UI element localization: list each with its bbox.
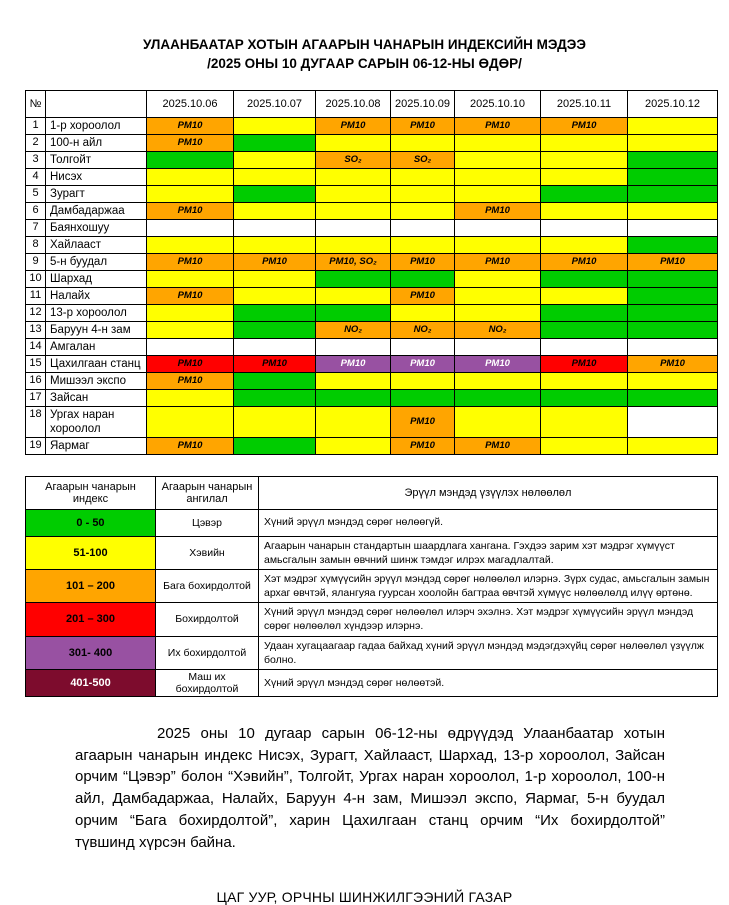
aqi-cell <box>628 202 718 219</box>
aqi-cell: PM10 <box>541 117 628 134</box>
aqi-cell <box>541 287 628 304</box>
aqi-cell: PM10 <box>455 117 541 134</box>
aqi-cell: PM10 <box>147 134 234 151</box>
district-name: Хайлааст <box>46 236 147 253</box>
aqi-cell <box>541 304 628 321</box>
aqi-cell: PM10 <box>147 355 234 372</box>
district-name: Шархад <box>46 270 147 287</box>
district-row <box>26 168 718 185</box>
aqi-cell <box>147 168 234 185</box>
aqi-cell: SO₂ <box>391 151 455 168</box>
aqi-cell <box>316 185 391 202</box>
aqi-cell <box>234 168 316 185</box>
aqi-cell <box>234 287 316 304</box>
summary-paragraph: 2025 оны 10 дугаар сарын 06-12-ны өдрүүдэд Улаанбаатар хотын агаарын чанарын индекс Нисэх, Зурагт, Хайлааст, Шархад, 13-р хороолол, Зайсан орчим “Цэвэр” болон “Хэвийн”, Толгойт, Ургах наран хороолол, 1-р хороолол, 100-н айл, Дамбадаржаа, Налайх, Баруун 4-н зам, Мишээл экспо, Яармаг, 5-н буудал орчим “Бага бохирдолтой”, харин Цахилгаан станц орчим “Их бохирдолтой” түвшинд хүрсэн байна. <box>75 724 665 851</box>
aqi-cell <box>147 304 234 321</box>
aqi-cell <box>455 134 541 151</box>
aqi-category: Маш их бохирдолтой <box>156 669 259 696</box>
row-number: 19 <box>26 437 46 454</box>
district-name: Налайх <box>46 287 147 304</box>
aqi-table <box>25 90 718 455</box>
aqi-range: 0 - 50 <box>26 509 156 536</box>
aqi-cell <box>234 437 316 454</box>
date-header: 2025.10.11 <box>541 90 628 117</box>
report-title <box>0 36 729 74</box>
district-row <box>26 185 718 202</box>
aqi-cell <box>316 304 391 321</box>
report-page <box>0 36 729 905</box>
aqi-cell <box>541 168 628 185</box>
aqi-cell <box>541 338 628 355</box>
aqi-cell <box>391 134 455 151</box>
district-name: Мишээл экспо <box>46 372 147 389</box>
district-row <box>26 389 718 406</box>
aqi-cell <box>234 185 316 202</box>
aqi-cell <box>147 406 234 437</box>
aqi-cell <box>541 406 628 437</box>
aqi-cell <box>455 372 541 389</box>
row-number: 3 <box>26 151 46 168</box>
aqi-cell <box>628 151 718 168</box>
aqi-cell: PM10 <box>147 287 234 304</box>
aqi-category: Бага бохирдолтой <box>156 569 259 602</box>
date-header: 2025.10.09 <box>391 90 455 117</box>
aqi-cell: PM10 <box>316 355 391 372</box>
row-number: 15 <box>26 355 46 372</box>
aqi-cell: PM10 <box>541 253 628 270</box>
aqi-cell <box>628 168 718 185</box>
aqi-cell <box>628 185 718 202</box>
aqi-cell: PM10 <box>391 253 455 270</box>
legend-header-row <box>26 476 718 509</box>
report-title-line1: УЛААНБААТАР ХОТЫН АГААРЫН ЧАНАРЫН ИНДЕКСИЙН МЭДЭЭ <box>143 37 586 52</box>
district-name: Цахилгаан станц <box>46 355 147 372</box>
health-effect: Хүний эрүүл мэндэд сөрөг нөлөөтэй. <box>259 669 718 696</box>
aqi-cell <box>541 202 628 219</box>
aqi-cell <box>316 372 391 389</box>
aqi-cell <box>234 236 316 253</box>
row-number: 2 <box>26 134 46 151</box>
aqi-cell <box>455 304 541 321</box>
aqi-cell: PM10 <box>541 355 628 372</box>
row-number: 13 <box>26 321 46 338</box>
district-row <box>26 134 718 151</box>
district-name: Зурагт <box>46 185 147 202</box>
aqi-cell <box>541 185 628 202</box>
aqi-cell: SO₂ <box>316 151 391 168</box>
legend-column-header: Эрүүл мэндэд үзүүлэх нөлөөлөл <box>259 476 718 509</box>
district-name: Ургах наран хороолол <box>46 406 147 437</box>
aqi-cell <box>541 134 628 151</box>
aqi-cell: PM10 <box>455 202 541 219</box>
aqi-cell <box>316 406 391 437</box>
aqi-cell <box>147 236 234 253</box>
aqi-cell <box>455 168 541 185</box>
aqi-cell <box>316 437 391 454</box>
date-header: 2025.10.06 <box>147 90 234 117</box>
aqi-cell: PM10 <box>147 372 234 389</box>
aqi-cell <box>316 389 391 406</box>
aqi-cell: PM10 <box>147 117 234 134</box>
row-number: 17 <box>26 389 46 406</box>
legend-row <box>26 509 718 536</box>
row-number: 18 <box>26 406 46 437</box>
district-name: Толгойт <box>46 151 147 168</box>
aqi-cell <box>628 304 718 321</box>
aqi-cell <box>628 219 718 236</box>
district-row <box>26 202 718 219</box>
aqi-category: Бохирдолтой <box>156 603 259 636</box>
health-effect: Агаарын чанарын стандартын шаардлага хангана. Гэхдээ зарим хэт мэдрэг хүмүүст амьсгалын замын өвчний шинж тэмдэг илрэх магадлалтай. <box>259 536 718 569</box>
aqi-cell <box>541 236 628 253</box>
column-header-number: № <box>26 90 46 117</box>
aqi-category: Хэвийн <box>156 536 259 569</box>
aqi-range: 401-500 <box>26 669 156 696</box>
district-name: Нисэх <box>46 168 147 185</box>
legend-row <box>26 603 718 636</box>
aqi-cell <box>628 321 718 338</box>
aqi-cell: PM10 <box>147 202 234 219</box>
aqi-range: 51-100 <box>26 536 156 569</box>
date-header: 2025.10.10 <box>455 90 541 117</box>
aqi-cell: PM10 <box>628 253 718 270</box>
aqi-cell <box>455 185 541 202</box>
district-row <box>26 355 718 372</box>
aqi-cell: PM10 <box>391 406 455 437</box>
aqi-cell <box>147 321 234 338</box>
aqi-cell <box>147 185 234 202</box>
aqi-cell: PM10 <box>391 117 455 134</box>
date-header: 2025.10.12 <box>628 90 718 117</box>
aqi-cell: PM10 <box>391 355 455 372</box>
aqi-range: 301- 400 <box>26 636 156 669</box>
district-name: 13-р хороолол <box>46 304 147 321</box>
legend-row <box>26 669 718 696</box>
row-number: 11 <box>26 287 46 304</box>
district-name: Баянхошуу <box>46 219 147 236</box>
row-number: 16 <box>26 372 46 389</box>
health-effect: Хүний эрүүл мэндэд сөрөг нөлөөлөл илэрч эхэлнэ. Хэт мэдрэг хүмүүсийн эрүүл мэндэд сөрөг нөлөөлөл хүндээр илэрнэ. <box>259 603 718 636</box>
legend-row <box>26 536 718 569</box>
aqi-cell <box>628 389 718 406</box>
aqi-cell <box>234 151 316 168</box>
aqi-category: Цэвэр <box>156 509 259 536</box>
aqi-cell <box>391 219 455 236</box>
aqi-cell: PM10 <box>147 437 234 454</box>
row-number: 12 <box>26 304 46 321</box>
aqi-cell <box>147 389 234 406</box>
aqi-cell: PM10 <box>391 287 455 304</box>
row-number: 4 <box>26 168 46 185</box>
aqi-cell: NO₂ <box>391 321 455 338</box>
aqi-cell <box>234 270 316 287</box>
aqi-cell <box>391 185 455 202</box>
aqi-cell <box>316 338 391 355</box>
date-header: 2025.10.08 <box>316 90 391 117</box>
aqi-range: 201 – 300 <box>26 603 156 636</box>
aqi-cell <box>541 219 628 236</box>
aqi-cell <box>234 372 316 389</box>
aqi-cell <box>455 389 541 406</box>
district-row <box>26 304 718 321</box>
aqi-cell: PM10 <box>628 355 718 372</box>
aqi-cell <box>234 304 316 321</box>
row-number: 7 <box>26 219 46 236</box>
row-number: 8 <box>26 236 46 253</box>
legend-row <box>26 569 718 602</box>
district-name: Яармаг <box>46 437 147 454</box>
aqi-cell <box>316 168 391 185</box>
aqi-cell <box>628 236 718 253</box>
aqi-cell <box>391 270 455 287</box>
aqi-cell: NO₂ <box>316 321 391 338</box>
aqi-header-row <box>26 90 718 117</box>
aqi-cell <box>234 219 316 236</box>
date-header: 2025.10.07 <box>234 90 316 117</box>
aqi-cell <box>541 321 628 338</box>
district-row <box>26 270 718 287</box>
district-name: 1-р хороолол <box>46 117 147 134</box>
aqi-cell <box>455 219 541 236</box>
aqi-cell: PM10 <box>391 437 455 454</box>
aqi-cell <box>234 321 316 338</box>
district-name: Баруун 4-н зам <box>46 321 147 338</box>
aqi-cell: PM10 <box>234 355 316 372</box>
aqi-cell <box>147 338 234 355</box>
aqi-cell <box>234 338 316 355</box>
aqi-cell: PM10 <box>147 253 234 270</box>
row-number: 5 <box>26 185 46 202</box>
district-row <box>26 437 718 454</box>
aqi-cell <box>316 202 391 219</box>
aqi-cell: PM10 <box>316 117 391 134</box>
aqi-cell <box>541 372 628 389</box>
legend-row <box>26 636 718 669</box>
aqi-category: Их бохирдолтой <box>156 636 259 669</box>
aqi-cell <box>628 338 718 355</box>
aqi-cell <box>455 287 541 304</box>
district-row <box>26 406 718 437</box>
district-name: Дамбадаржаа <box>46 202 147 219</box>
district-name: Зайсан <box>46 389 147 406</box>
aqi-cell <box>391 389 455 406</box>
aqi-cell: PM10 <box>455 355 541 372</box>
health-effect: Хүний эрүүл мэндэд сөрөг нөлөөгүй. <box>259 509 718 536</box>
district-name: Амгалан <box>46 338 147 355</box>
aqi-cell <box>316 270 391 287</box>
row-number: 6 <box>26 202 46 219</box>
aqi-cell <box>628 406 718 437</box>
aqi-cell <box>147 270 234 287</box>
row-number: 1 <box>26 117 46 134</box>
legend-column-header: Агаарын чанарын ангилал <box>156 476 259 509</box>
health-effect: Хэт мэдрэг хүмүүсийн эрүүл мэндэд сөрөг нөлөөлөл илэрнэ. Зүрх судас, амьсгалын замын архаг өвчтэй, ялангуяа гуурсан хоолойн багтраа өвчтэй хүмүүс нөлөөлөлд илүү өртөнө. <box>259 569 718 602</box>
row-number: 9 <box>26 253 46 270</box>
district-row <box>26 372 718 389</box>
aqi-cell <box>455 236 541 253</box>
aqi-cell <box>455 338 541 355</box>
aqi-cell: PM10 <box>455 253 541 270</box>
aqi-cell <box>628 134 718 151</box>
aqi-cell <box>234 202 316 219</box>
aqi-cell: NO₂ <box>455 321 541 338</box>
aqi-cell <box>234 117 316 134</box>
district-name: 5-н буудал <box>46 253 147 270</box>
row-number: 14 <box>26 338 46 355</box>
aqi-cell <box>147 219 234 236</box>
district-row <box>26 253 718 270</box>
aqi-cell <box>628 437 718 454</box>
district-row <box>26 321 718 338</box>
aqi-cell <box>316 287 391 304</box>
district-row <box>26 236 718 253</box>
aqi-cell <box>316 236 391 253</box>
district-row <box>26 287 718 304</box>
aqi-cell <box>455 270 541 287</box>
aqi-cell <box>147 151 234 168</box>
legend-table <box>25 476 718 697</box>
aqi-cell <box>541 437 628 454</box>
aqi-cell <box>234 134 316 151</box>
district-row <box>26 219 718 236</box>
aqi-cell <box>391 372 455 389</box>
aqi-cell: PM10 <box>234 253 316 270</box>
report-title-line2: /2025 ОНЫ 10 ДУГААР САРЫН 06-12-НЫ ӨДӨР/ <box>207 55 522 71</box>
aqi-cell <box>391 236 455 253</box>
aqi-range: 101 – 200 <box>26 569 156 602</box>
aqi-cell: PM10, SO₂ <box>316 253 391 270</box>
aqi-cell <box>541 270 628 287</box>
aqi-cell <box>391 202 455 219</box>
aqi-cell <box>316 219 391 236</box>
aqi-cell <box>391 168 455 185</box>
aqi-cell <box>234 406 316 437</box>
aqi-cell <box>628 287 718 304</box>
aqi-cell <box>455 406 541 437</box>
aqi-cell <box>391 338 455 355</box>
aqi-cell <box>316 134 391 151</box>
health-effect: Удаан хугацаагаар гадаа байхад хүний эрүүл мэндэд мэдэгдэхүйц сөрөг нөлөөлөл үзүүлж болно. <box>259 636 718 669</box>
aqi-cell <box>455 151 541 168</box>
aqi-cell <box>628 372 718 389</box>
legend-column-header: Агаарын чанарын индекс <box>26 476 156 509</box>
row-number: 10 <box>26 270 46 287</box>
aqi-cell <box>541 389 628 406</box>
aqi-cell <box>628 270 718 287</box>
aqi-cell <box>628 117 718 134</box>
aqi-cell <box>234 389 316 406</box>
district-row <box>26 117 718 134</box>
district-row <box>26 151 718 168</box>
aqi-cell: PM10 <box>455 437 541 454</box>
agency-footer: ЦАГ УУР, ОРЧНЫ ШИНЖИЛГЭЭНИЙ ГАЗАР <box>216 889 513 905</box>
district-name: 100-н айл <box>46 134 147 151</box>
district-row <box>26 338 718 355</box>
column-header-district <box>46 90 147 117</box>
aqi-cell <box>541 151 628 168</box>
aqi-cell <box>391 304 455 321</box>
